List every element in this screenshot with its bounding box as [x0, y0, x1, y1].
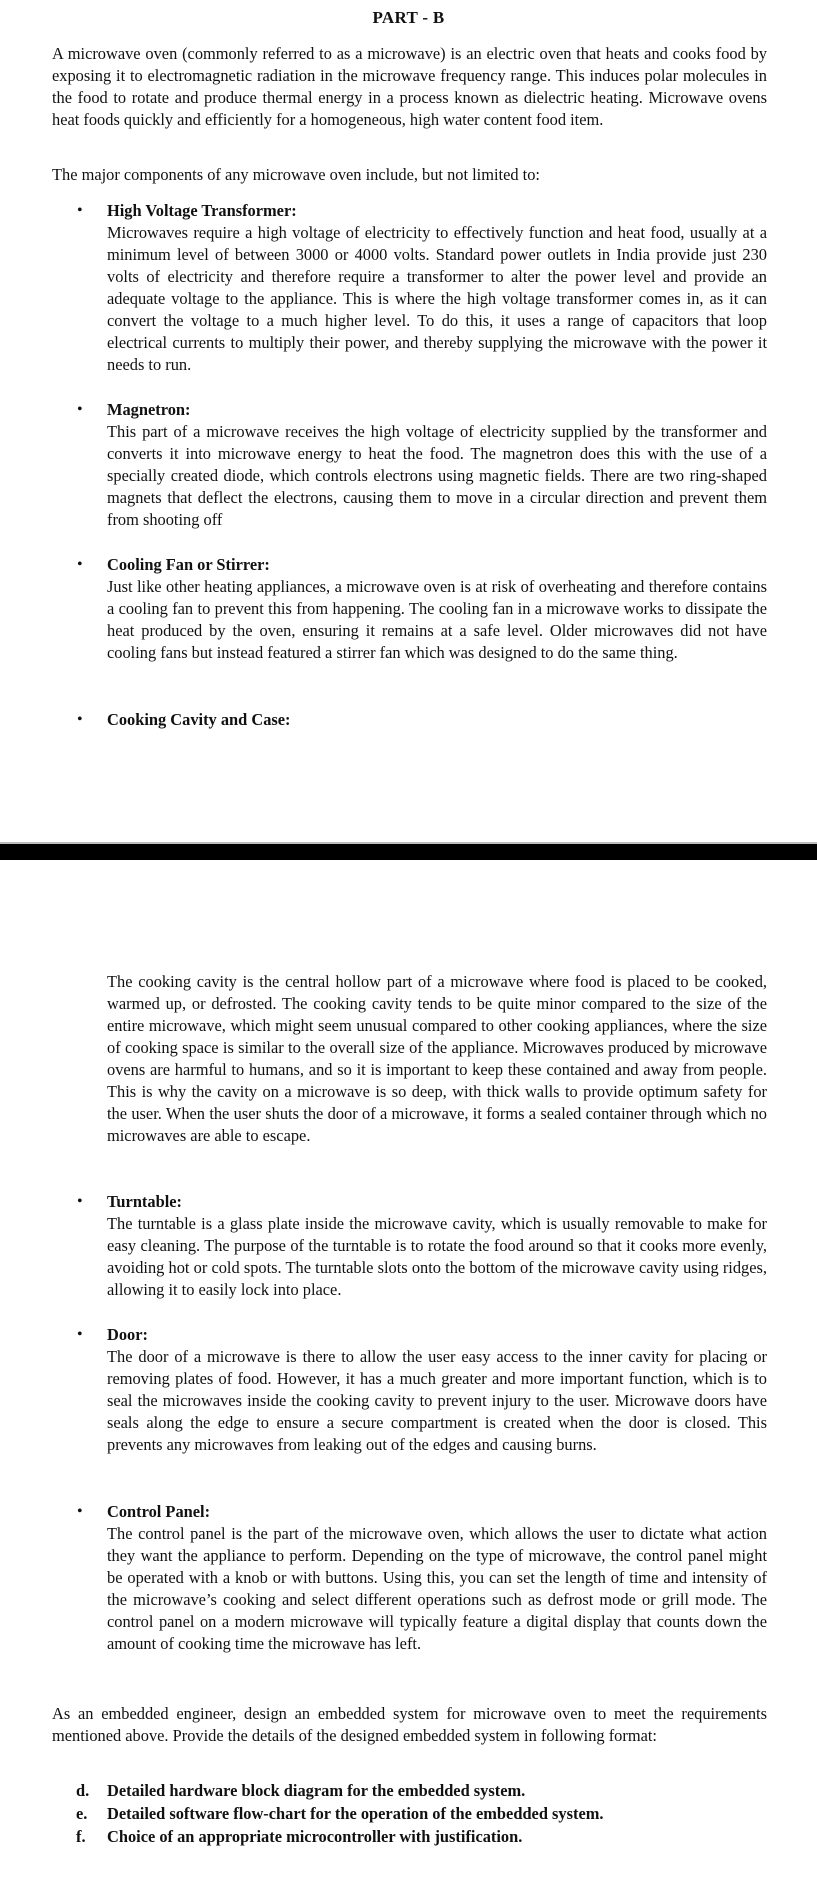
page-title: PART - B [372, 8, 445, 27]
bullet-icon: • [77, 711, 83, 728]
component-title: Cooking Cavity and Case: [107, 710, 291, 729]
document-page-1 [0, 0, 817, 842]
component-description: The door of a microwave is there to allow the user easy access to the inner cavity for placing or removing plates of food. However, it has a much greater and more important function, which is to seal the microwaves inside the cooking cavity to prevent injury to the user. Microwave doors have seals along the edge to ensure a secure compartment is created when the door is closed. This prevents any microwaves from leaking out of the edges and causing burns. [107, 1347, 767, 1454]
bullet-icon: • [77, 1193, 83, 1210]
components-intro: The major components of any microwave oven include, but not limited to: [52, 165, 540, 184]
task-text: Choice of an appropriate microcontroller with justification. [107, 1827, 523, 1846]
task-letter: f. [76, 1827, 86, 1846]
component-title: Door: [107, 1325, 148, 1344]
component-title: High Voltage Transformer: [107, 201, 297, 220]
component-title: Cooling Fan or Stirrer: [107, 555, 270, 574]
bullet-icon: • [77, 1503, 83, 1520]
component-description: The control panel is the part of the microwave oven, which allows the user to dictate what action they want the appliance to perform. Depending on the type of microwave, the control panel might be operated with a knob or with buttons. Using this, you can set the length of time and intensity of the microwave’s cooking and select different operations such as defrost mode or grill mode. The control panel on a modern microwave will typically feature a digital display that counts down the amount of cooking time the microwave has left. [107, 1524, 767, 1653]
bullet-icon: • [77, 556, 83, 573]
component-description: Microwaves require a high voltage of electricity to effectively function and heat food, usually at a minimum level of between 3000 or 4000 volts. Standard power outlets in India provide just 230 volts of electricity and therefore require a transformer to alter the power level and provide an adequate voltage to the appliance. This is where the high voltage transformer comes in, as it can convert the voltage to a much higher level. To do this, it uses a range of capacitors that loop electrical currents to multiply their power, and thereby supplying the microwave with the power it needs to run. [107, 223, 767, 374]
question-paragraph: As an embedded engineer, design an embedded system for microwave oven to meet the requirements mentioned above. Provide the details of the designed embedded system in following format: [52, 1704, 767, 1745]
component-description: This part of a microwave receives the high voltage of electricity supplied by the transformer and converts it into microwave energy to heat the food. The magnetron does this with the use of a specially created diode, which controls electrons using magnetic fields. There are two ring-shaped magnets that deflect the electrons, causing them to move in a circular direction and prevent them from shooting off [107, 422, 767, 529]
task-letter: d. [76, 1781, 90, 1800]
intro-paragraph: A microwave oven (commonly referred to as a microwave) is an electric oven that heats and cooks food by exposing it to electromagnetic radiation in the microwave frequency range. This induces polar molecules in the food to rotate and produce thermal energy in a process known as dielectric heating. Microwave ovens heat foods quickly and efficiently for a homogeneous, high water content food item. [52, 44, 767, 129]
task-text: Detailed hardware block diagram for the embedded system. [107, 1781, 526, 1800]
component-description: Just like other heating appliances, a microwave oven is at risk of overheating and therefore contains a cooling fan to prevent this from happening. The cooling fan in a microwave works to dissipate the heat produced by the oven, ensuring it remains at a safe level. Older microwaves did not have cooling fans but instead featured a stirrer fan which was designed to do the same thing. [107, 577, 767, 662]
component-title: Turntable: [107, 1192, 182, 1211]
bullet-icon: • [77, 1326, 83, 1343]
bullet-icon: • [77, 202, 83, 219]
page-break [0, 842, 817, 860]
task-text: Detailed software flow-chart for the operation of the embedded system. [107, 1804, 604, 1823]
component-description: The cooking cavity is the central hollow part of a microwave where food is placed to be cooked, warmed up, or defrosted. The cooking cavity tends to be quite minor compared to the size of the entire microwave, which might seem unusual compared to other cooking appliances, where the size of cooking space is similar to the overall size of the appliance. Microwaves produced by microwave ovens are harmful to humans, and so it is important to keep these contained and away from people. This is why the cavity on a microwave is so deep, with thick walls to provide optimum safety for the user. When the user shuts the door of a microwave, it forms a sealed container through which no microwaves are able to escape. [107, 972, 767, 1145]
component-title: Control Panel: [107, 1502, 211, 1521]
component-title: Magnetron: [107, 400, 191, 419]
document-page-2 [0, 860, 817, 1904]
component-description: The turntable is a glass plate inside the microwave cavity, which is usually removable to make for easy cleaning. The purpose of the turntable is to rotate the food around so that it cooks more evenly, avoiding hot or cold spots. The turntable slots onto the bottom of the microwave cavity using ridges, allowing it to easily lock into place. [107, 1214, 767, 1299]
task-letter: e. [76, 1804, 88, 1823]
bullet-icon: • [77, 401, 83, 418]
